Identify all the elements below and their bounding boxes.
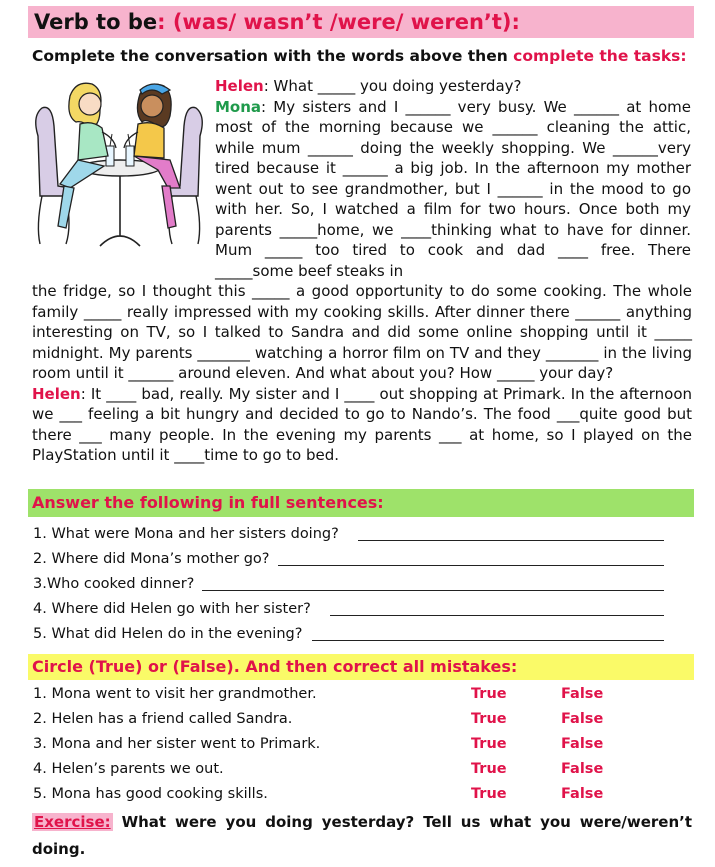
question-4: 4. Where did Helen go with her sister?	[33, 601, 311, 617]
true-option-4[interactable]: True	[471, 761, 507, 777]
true-option-5[interactable]: True	[471, 786, 507, 802]
false-option-1[interactable]: False	[561, 686, 604, 702]
answer-section-heading: Answer the following in full sentences:	[28, 489, 694, 517]
helen-line-2: : It ____ bad, really. My sister and I ____ out shopping at Primark. In the afternoon we ___ feeling a bit hungry and decided to go to Nando’s. The food ___quite good but there ___ many people. In the evening my parents ___ at home, so I played on the PlayStation until it ____time to go to bed.	[32, 384, 692, 464]
true-option-1[interactable]: True	[471, 686, 507, 702]
mona-line-part-1: : My sisters and I ______ very busy. We ______ at home most of the morning because we ______ cleaning the attic, while mum ______ doing the weekly shopping. We ______very tired because it ______ a big job. In the afternoon my mother went out to see grandmother, but I ______ in the mood to go with her. So, I watched a film for two hours. Once both my parents _____home, we ____thinking what to have for dinner. Mum _____ too tired to cook and dad ____ free. There _____some beef steaks in	[215, 97, 691, 280]
speaker-helen: Helen	[215, 77, 264, 95]
tf-statement-2: 2. Helen has a friend called Sandra.	[33, 711, 293, 727]
title-prefix: Verb to be	[34, 10, 158, 34]
exercise-prompt	[32, 809, 692, 863]
question-3: 3.Who cooked dinner?	[33, 576, 195, 592]
tf-statement-4: 4. Helen’s parents we out.	[33, 761, 224, 777]
answer-line-5[interactable]	[312, 640, 664, 641]
true-option-3[interactable]: True	[471, 736, 507, 752]
tf-statement-row	[33, 708, 693, 730]
question-1: 1. What were Mona and her sisters doing?	[33, 526, 339, 542]
false-option-3[interactable]: False	[561, 736, 604, 752]
answer-line-1[interactable]	[358, 540, 664, 541]
question-2: 2. Where did Mona’s mother go?	[33, 551, 270, 567]
true-option-2[interactable]: True	[471, 711, 507, 727]
false-option-2[interactable]: False	[561, 711, 604, 727]
answer-line-4[interactable]	[330, 615, 664, 616]
title-bar	[28, 6, 694, 38]
conversation-full-width	[32, 281, 692, 466]
answer-line-2[interactable]	[278, 565, 664, 566]
tf-statement-1: 1. Mona went to visit her grandmother.	[33, 686, 317, 702]
tf-statement-row	[33, 683, 693, 705]
question-5: 5. What did Helen do in the evening?	[33, 626, 303, 642]
girls-at-cafe-illustration	[30, 76, 210, 252]
true-false-heading: Circle (True) or (False). And then correct all mistakes:	[28, 654, 694, 680]
tf-statement-row	[33, 783, 693, 805]
instruction	[32, 47, 687, 65]
helen-line-1: : What _____ you doing yesterday?	[263, 77, 522, 95]
speaker-helen-2: Helen	[32, 384, 81, 403]
tf-statement-row	[33, 758, 693, 780]
tf-statement-row	[33, 733, 693, 755]
speaker-mona: Mona	[215, 97, 262, 116]
tf-statement-3: 3. Mona and her sister went to Primark.	[33, 736, 321, 752]
exercise-text: What were you doing yesterday? Tell us what you were/weren’t doing.	[32, 813, 692, 858]
instruction-main: Complete the conversation with the words above then	[32, 47, 514, 65]
mona-line-part-2: the fridge, so I thought this _____ a good opportunity to do some cooking. The whole family _____ really impressed with my cooking skills. After dinner there ______ anything interesting on TV, so I talked to Sandra and did some online shopping until it _____ midnight. My parents _______ watching a horror film on TV and they _______ in the living room until it ______ around eleven. And what about you? How _____ your day?	[32, 282, 692, 382]
tf-statement-5: 5. Mona has good cooking skills.	[33, 786, 268, 802]
false-option-4[interactable]: False	[561, 761, 604, 777]
instruction-highlight: complete the tasks:	[513, 47, 687, 65]
answer-line-3[interactable]	[202, 590, 664, 591]
title-forms: : (was/ wasn’t /were/ weren’t):	[157, 10, 520, 34]
conversation-right-column	[215, 76, 691, 281]
false-option-5[interactable]: False	[561, 786, 604, 802]
exercise-label: Exercise:	[34, 813, 111, 831]
